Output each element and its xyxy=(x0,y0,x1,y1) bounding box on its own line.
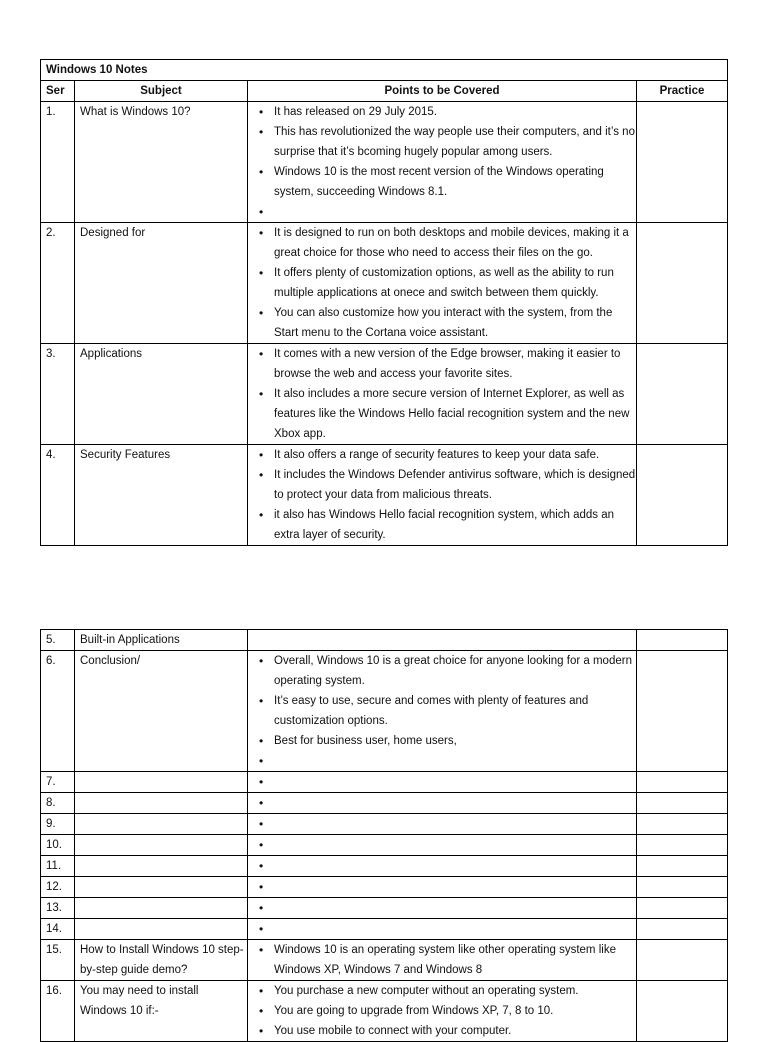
notes-table-1 xyxy=(40,59,728,546)
practice-cell xyxy=(637,344,728,445)
point-item xyxy=(274,856,636,876)
point-item: • Windows 10 is the most recent version of the Windows operating system, succeeding Windows 8.1. xyxy=(274,162,636,202)
table-row xyxy=(41,445,728,546)
points-cell xyxy=(248,344,637,445)
notes-table-2 xyxy=(40,629,728,1042)
practice-cell xyxy=(637,898,728,919)
ser-cell: 6. xyxy=(41,651,75,772)
ser-cell: 3. xyxy=(41,344,75,445)
point-item xyxy=(274,751,636,771)
points-list xyxy=(253,981,636,1041)
ser-cell: 15. xyxy=(41,940,75,981)
practice-cell xyxy=(637,630,728,651)
practice-cell xyxy=(637,223,728,344)
point-item xyxy=(274,835,636,855)
header-ser: Ser xyxy=(41,81,75,102)
ser-cell: 16. xyxy=(41,981,75,1042)
practice-cell xyxy=(637,651,728,772)
practice-cell xyxy=(637,856,728,877)
points-list xyxy=(253,223,636,343)
points-list xyxy=(253,940,636,980)
ser-cell: 7. xyxy=(41,772,75,793)
point-item: • You use mobile to connect with your computer. xyxy=(274,1021,636,1041)
points-list xyxy=(253,344,636,444)
subject-cell: Designed for xyxy=(75,223,248,344)
ser-cell: 1. xyxy=(41,102,75,223)
point-item: • You purchase a new computer without an operating system. xyxy=(274,981,636,1001)
point-item: • Overall, Windows 10 is a great choice for anyone looking for a modern operating system. xyxy=(274,651,636,691)
point-item: • This has revolutionized the way people use their computers, and it’s no surprise that it’s bcoming hugely popular among users. xyxy=(274,122,636,162)
point-item xyxy=(274,898,636,918)
points-list xyxy=(253,651,636,771)
table-title: Windows 10 Notes xyxy=(41,60,728,81)
point-item: • Windows 10 is an operating system like other operating system like Windows XP, Windows 7 and Windows 8 xyxy=(274,940,636,980)
subject-cell: Built-in Applications xyxy=(75,630,248,651)
point-item: • It has released on 29 July 2015. xyxy=(274,102,636,122)
subject-cell xyxy=(75,772,248,793)
point-item: • It’s easy to use, secure and comes with plenty of features and customization options. xyxy=(274,691,636,731)
practice-cell xyxy=(637,919,728,940)
header-points: Points to be Covered xyxy=(248,81,637,102)
table-row xyxy=(41,793,728,814)
points-cell xyxy=(248,772,637,793)
point-item: • It comes with a new version of the Edge browser, making it easier to browse the web and access your favorite sites. xyxy=(274,344,636,384)
points-cell xyxy=(248,940,637,981)
ser-cell: 2. xyxy=(41,223,75,344)
table-row xyxy=(41,630,728,651)
table-row xyxy=(41,651,728,772)
point-item xyxy=(274,793,636,813)
point-item xyxy=(274,877,636,897)
point-item: • It also includes a more secure version of Internet Explorer, as well as features like the Windows Hello facial recognition system and the new Xbox app. xyxy=(274,384,636,444)
practice-cell xyxy=(637,102,728,223)
ser-cell: 12. xyxy=(41,877,75,898)
point-item: • You are going to upgrade from Windows XP, 7, 8 to 10. xyxy=(274,1001,636,1021)
points-cell xyxy=(248,877,637,898)
point-item: • It offers plenty of customization options, as well as the ability to run multiple applications at onece and switch between them quickly. xyxy=(274,263,636,303)
points-list xyxy=(253,814,636,834)
practice-cell xyxy=(637,814,728,835)
ser-cell: 9. xyxy=(41,814,75,835)
points-cell xyxy=(248,835,637,856)
practice-cell xyxy=(637,772,728,793)
practice-cell xyxy=(637,877,728,898)
table-row xyxy=(41,223,728,344)
table-row xyxy=(41,102,728,223)
point-item: • It also offers a range of security features to keep your data safe. xyxy=(274,445,636,465)
table-row xyxy=(41,919,728,940)
table-row xyxy=(41,835,728,856)
table-row xyxy=(41,856,728,877)
subject-cell xyxy=(75,877,248,898)
points-cell xyxy=(248,793,637,814)
points-list xyxy=(253,102,636,222)
points-cell xyxy=(248,981,637,1042)
points-cell xyxy=(248,856,637,877)
points-list xyxy=(253,856,636,876)
points-list xyxy=(253,877,636,897)
point-item xyxy=(274,814,636,834)
points-cell xyxy=(248,919,637,940)
subject-cell: Conclusion/ xyxy=(75,651,248,772)
point-item: • It is designed to run on both desktops and mobile devices, making it a great choice for those who need to access their files on the go. xyxy=(274,223,636,263)
subject-cell xyxy=(75,919,248,940)
points-list xyxy=(253,445,636,545)
ser-cell: 13. xyxy=(41,898,75,919)
practice-cell xyxy=(637,793,728,814)
points-list xyxy=(253,772,636,792)
points-list xyxy=(253,793,636,813)
table-row xyxy=(41,772,728,793)
point-item: • Best for business user, home users, xyxy=(274,731,636,751)
table-row xyxy=(41,898,728,919)
table-header-row xyxy=(41,81,728,102)
table-row xyxy=(41,877,728,898)
table-row xyxy=(41,981,728,1042)
subject-cell xyxy=(75,793,248,814)
points-cell xyxy=(248,898,637,919)
ser-cell: 4. xyxy=(41,445,75,546)
subject-cell: What is Windows 10? xyxy=(75,102,248,223)
subject-cell: Applications xyxy=(75,344,248,445)
subject-cell xyxy=(75,856,248,877)
header-subject: Subject xyxy=(75,81,248,102)
table-row xyxy=(41,344,728,445)
ser-cell: 11. xyxy=(41,856,75,877)
subject-cell: You may need to install Windows 10 if:- xyxy=(75,981,248,1042)
points-list xyxy=(253,898,636,918)
point-item xyxy=(274,919,636,939)
practice-cell xyxy=(637,445,728,546)
points-cell xyxy=(248,445,637,546)
point-item: • You can also customize how you interact with the system, from the Start menu to the Cortana voice assistant. xyxy=(274,303,636,343)
points-cell xyxy=(248,630,637,651)
ser-cell: 10. xyxy=(41,835,75,856)
table-row xyxy=(41,814,728,835)
ser-cell: 5. xyxy=(41,630,75,651)
points-cell xyxy=(248,223,637,344)
points-list xyxy=(253,919,636,939)
points-cell xyxy=(248,651,637,772)
point-item xyxy=(274,202,636,222)
point-item: • it also has Windows Hello facial recognition system, which adds an extra layer of security. xyxy=(274,505,636,545)
subject-cell: Security Features xyxy=(75,445,248,546)
points-cell xyxy=(248,814,637,835)
header-practice: Practice xyxy=(637,81,728,102)
subject-cell xyxy=(75,898,248,919)
table-title-row xyxy=(41,60,728,81)
practice-cell xyxy=(637,835,728,856)
subject-cell xyxy=(75,835,248,856)
practice-cell xyxy=(637,940,728,981)
table-row xyxy=(41,940,728,981)
ser-cell: 14. xyxy=(41,919,75,940)
subject-cell: How to Install Windows 10 step-by-step guide demo? xyxy=(75,940,248,981)
point-item xyxy=(274,772,636,792)
point-item: • It includes the Windows Defender antivirus software, which is designed to protect your data from malicious threats. xyxy=(274,465,636,505)
points-cell xyxy=(248,102,637,223)
subject-cell xyxy=(75,814,248,835)
ser-cell: 8. xyxy=(41,793,75,814)
practice-cell xyxy=(637,981,728,1042)
points-list xyxy=(253,835,636,855)
